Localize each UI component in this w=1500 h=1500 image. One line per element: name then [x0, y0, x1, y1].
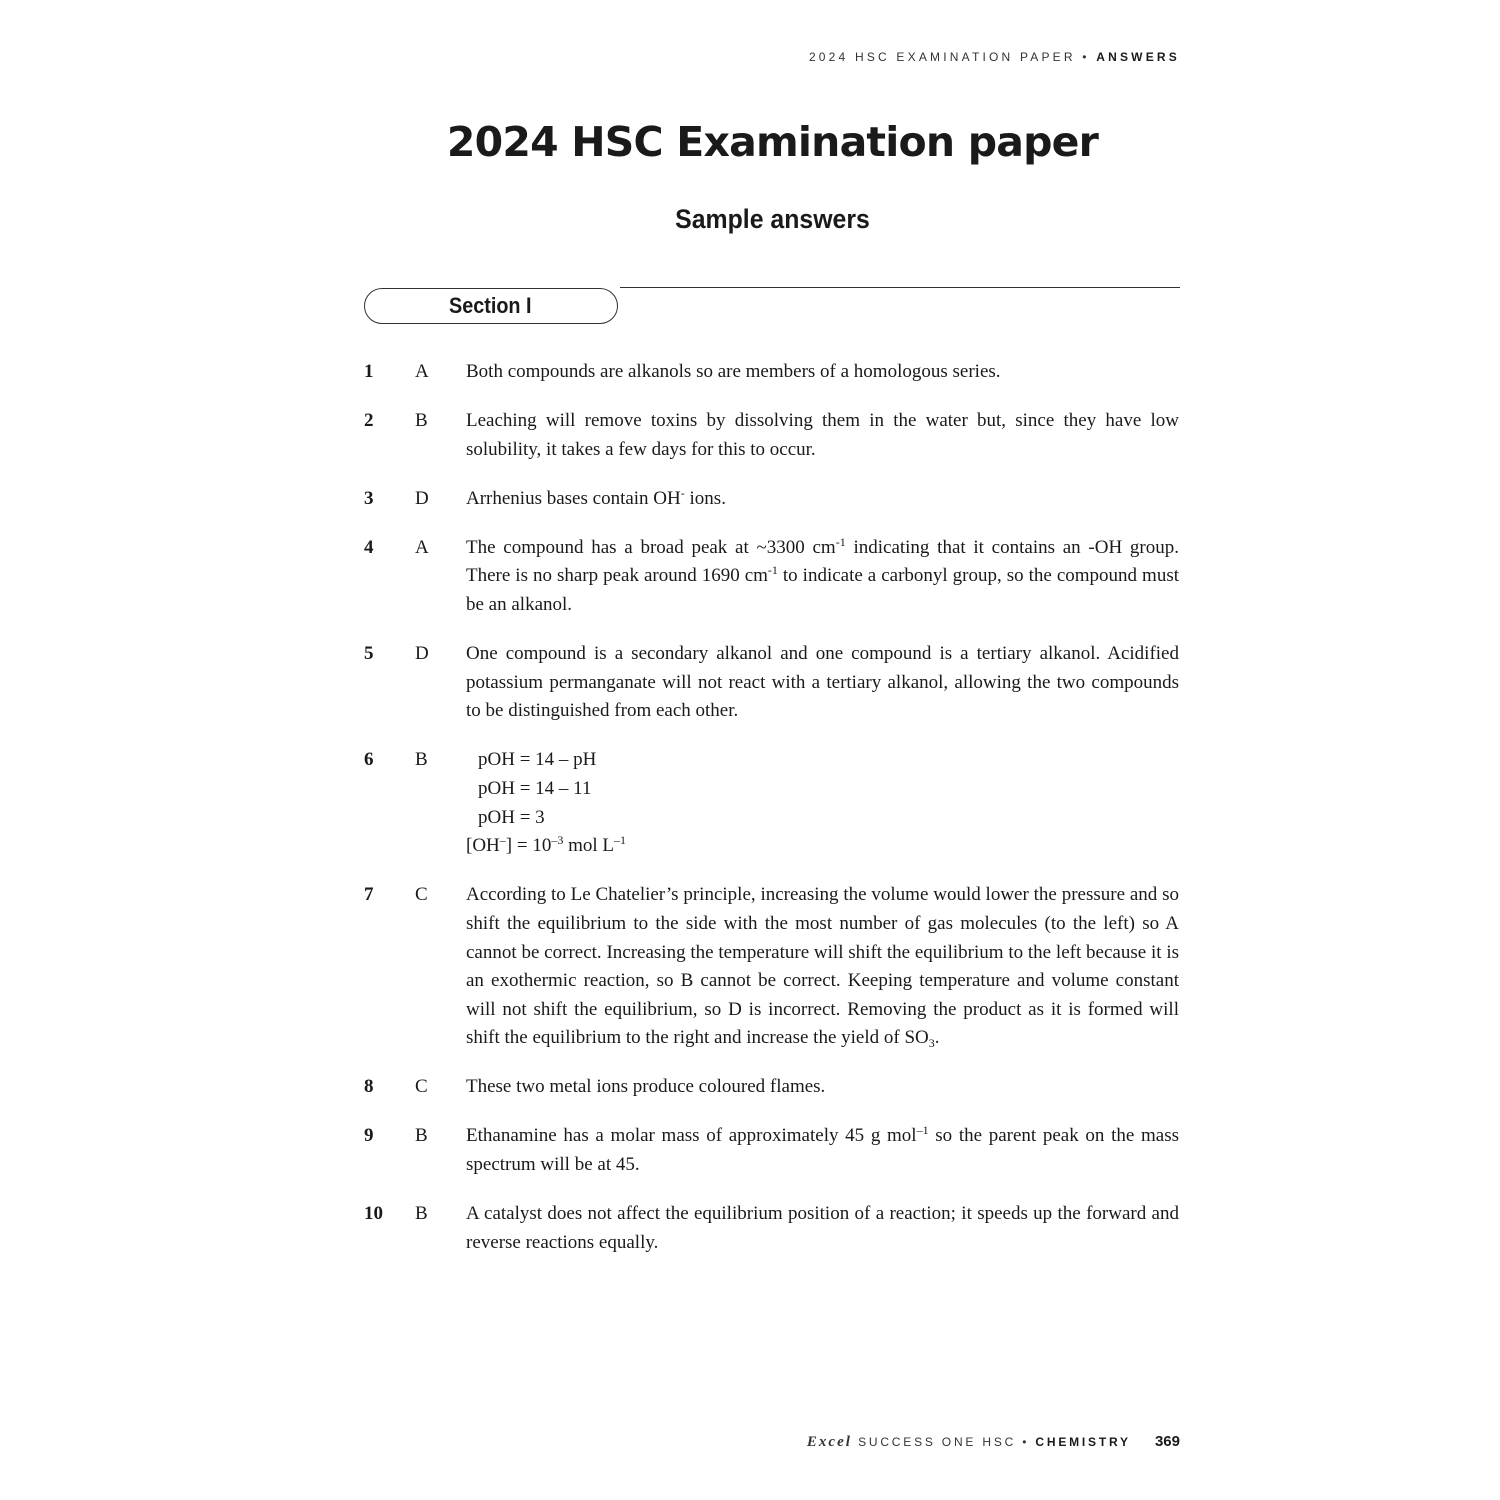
- answer-list: [364, 358, 1179, 1278]
- answer-letter: B: [415, 1125, 428, 1147]
- question-number: 2: [364, 410, 374, 432]
- footer-subject: CHEMISTRY: [1035, 1435, 1131, 1449]
- explanation-text: to indicate a carbonyl group, so the compound must be an alkanol.: [466, 565, 1179, 616]
- superscript: -1: [835, 534, 846, 549]
- explanation-text: The compound has a broad peak at ~3300 cm: [466, 536, 836, 558]
- section-divider: [620, 287, 1180, 288]
- equation-text: ] = 10: [505, 835, 552, 857]
- answer-item-10: [364, 1200, 1179, 1257]
- answer-item-1: [364, 358, 1179, 387]
- page-footer: [807, 1433, 1180, 1451]
- superscript: –1: [614, 833, 626, 848]
- answer-explanation: These two metal ions produce coloured flames.: [466, 1076, 826, 1098]
- running-head-separator: •: [1082, 50, 1090, 64]
- answer-item-7: [364, 881, 1179, 1053]
- explanation-text: Arrhenius bases contain OH: [466, 487, 681, 509]
- answer-letter: C: [415, 884, 428, 906]
- answer-explanation: [466, 534, 1179, 620]
- question-number: 9: [364, 1125, 374, 1147]
- question-number: 1: [364, 361, 374, 382]
- superscript: –: [499, 833, 506, 848]
- answer-explanation: [466, 485, 1179, 514]
- answer-explanation: Leaching will remove toxins by dissolving them in the water but, since they have low solubility, it takes a few days for this to occur.: [466, 410, 1179, 460]
- footer-brand: Excel: [806, 1434, 852, 1450]
- explanation-text: so the parent peak on the mass spectrum will be at 45.: [466, 1125, 1179, 1176]
- calculation-line: [466, 832, 1179, 861]
- superscript: -1: [767, 563, 778, 578]
- footer-separator: •: [1022, 1435, 1030, 1449]
- question-number: 5: [364, 643, 374, 665]
- answer-explanation: Both compounds are alkanols so are members of a homologous series.: [466, 361, 1001, 382]
- superscript: –3: [551, 833, 564, 848]
- answer-letter: D: [415, 487, 429, 509]
- page-title: 2024 HSC Examination paper: [446, 118, 1099, 166]
- question-number: 4: [364, 536, 374, 558]
- footer-series: SUCCESS ONE HSC: [858, 1435, 1017, 1449]
- running-head-title: 2024 HSC EXAMINATION PAPER: [808, 50, 1076, 64]
- explanation-text: indicating that it contains an -OH group. There is no sharp peak around 1690 cm: [466, 536, 1179, 587]
- question-number: 8: [364, 1076, 374, 1098]
- question-number: 7: [364, 884, 374, 906]
- page-subtitle: Sample answers: [675, 204, 870, 234]
- equation-text: [OH: [466, 835, 500, 857]
- explanation-text: Ethanamine has a molar mass of approximately 45 g mol: [466, 1125, 917, 1147]
- answer-item-2: [364, 407, 1179, 464]
- superscript: -: [680, 485, 685, 500]
- question-number: 10: [364, 1203, 383, 1225]
- answer-letter: A: [415, 361, 429, 382]
- question-number: 6: [364, 749, 374, 771]
- subscript: 3: [928, 1036, 935, 1051]
- answer-explanation: [466, 881, 1179, 1053]
- explanation-text: According to Le Chatelier’s principle, increasing the volume would lower the pressure and so shift the equilibrium to the side with the most number of gas molecules (to the left) so A cannot be correct. Increasing the temperature will shift the equilibrium to the left because it is an exothermic reaction, so B cannot be correct. Keeping temperature and volume constant will not shift the equilibrium, so D is incorrect. Removing the product as it is formed will shift the equilibrium to the right and increase the yield of SO: [466, 884, 1179, 1049]
- page-number: 369: [1154, 1433, 1180, 1450]
- answer-item-9: [364, 1122, 1179, 1179]
- explanation-text: ions.: [684, 487, 726, 509]
- running-head-section: ANSWERS: [1096, 50, 1180, 64]
- answer-letter: B: [415, 1203, 428, 1225]
- answer-item-6: [364, 746, 1179, 860]
- answer-explanation: One compound is a secondary alkanol and one compound is a tertiary alkanol. Acidified potassium permanganate will not react with a tertiary alkanol, allowing the two compounds to be distinguished from each other.: [466, 643, 1179, 722]
- answer-item-5: [364, 640, 1179, 726]
- equation-text: mol L: [563, 835, 614, 857]
- answer-letter: D: [415, 643, 429, 665]
- explanation-text: .: [934, 1027, 940, 1049]
- question-number: 3: [364, 487, 374, 509]
- answer-explanation: A catalyst does not affect the equilibrium position of a reaction; it speeds up the forward and reverse reactions equally.: [466, 1203, 1179, 1253]
- calculation-line: pOH = 3: [478, 806, 545, 828]
- running-head: [809, 50, 1180, 64]
- calculation-line: pOH = 14 – pH: [478, 749, 597, 771]
- answer-item-3: [364, 485, 1179, 514]
- answer-calculation: [466, 746, 1179, 860]
- answer-letter: C: [415, 1076, 428, 1098]
- answer-letter: A: [415, 536, 429, 558]
- section-heading: Section I: [449, 293, 532, 318]
- answer-item-8: [364, 1073, 1179, 1102]
- answer-item-4: [364, 534, 1179, 620]
- superscript: –1: [916, 1123, 929, 1138]
- answer-letter: B: [415, 410, 428, 432]
- answer-explanation: [466, 1122, 1179, 1179]
- calculation-line: pOH = 14 – 11: [478, 778, 592, 800]
- answer-letter: B: [415, 749, 428, 771]
